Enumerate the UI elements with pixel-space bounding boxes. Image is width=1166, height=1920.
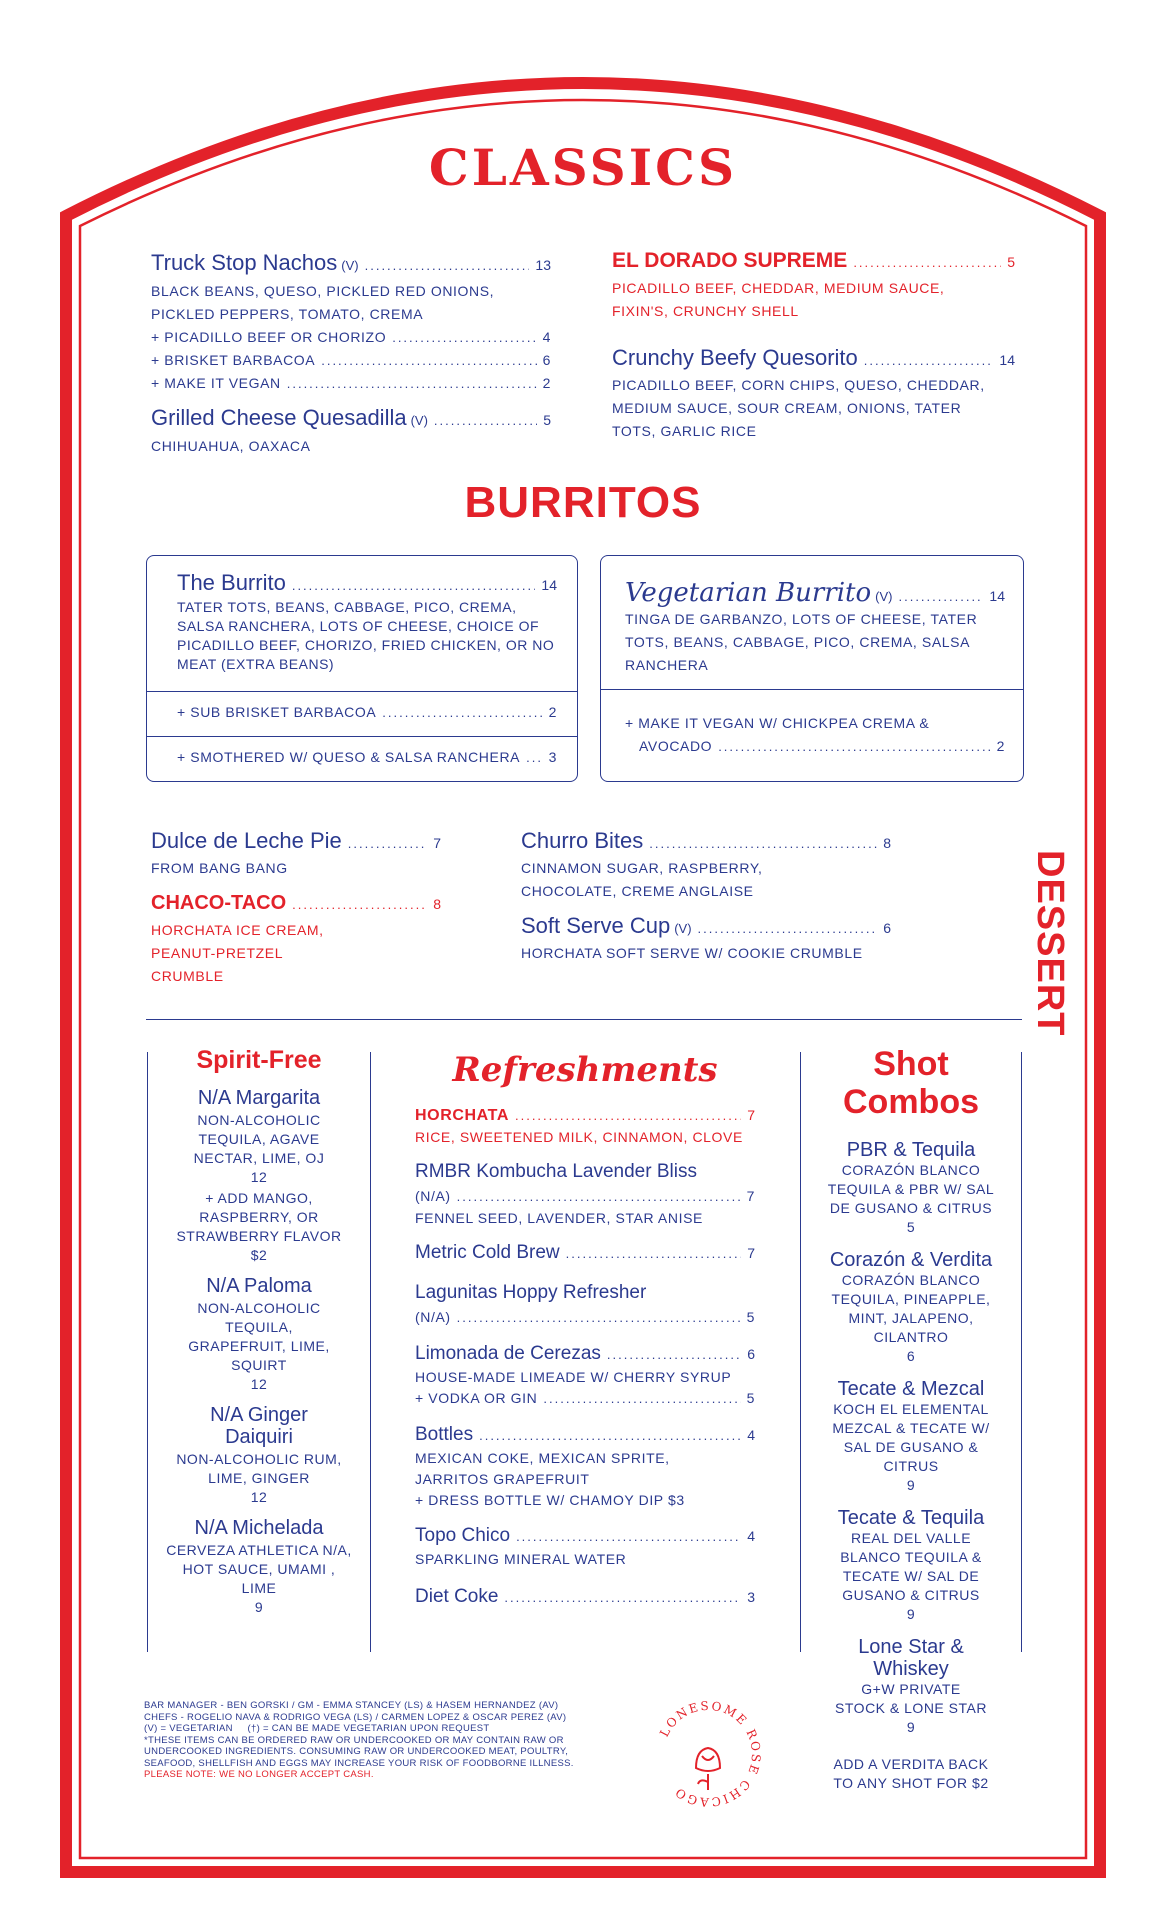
nachos-addon-2: + BRISKET BARBACOA ..... 6	[151, 349, 551, 372]
shot-combos-column	[815, 1045, 1007, 1793]
limonada: Limonada de Cerezas ..... 6 HOUSE-MADE LIMEADE W/ CHERRY SYRUP + VODKA OR GIN ..... 5	[415, 1341, 755, 1410]
nachos-desc: BLACK BEANS, QUESO, PICKLED RED ONIONS, PICKLED PEPPERS, TOMATO, CREMA	[151, 283, 495, 322]
classics-left-column	[151, 250, 551, 458]
the-burrito-name: The Burrito	[177, 570, 286, 595]
diet-coke: Diet Coke ..... 3	[415, 1584, 755, 1610]
dessert-title: DESSERT	[1029, 850, 1071, 1037]
veg-burrito-name: Vegetarian Burrito	[625, 578, 872, 608]
shot-combo-pbr: PBR & Tequila CORAZÓN BLANCO TEQUILA & PBR W/ SAL DE GUSANO & CITRUS 5	[827, 1139, 995, 1235]
churro-name: Churro Bites	[521, 828, 644, 853]
veg-burrito-tag: (V)	[875, 589, 893, 604]
the-burrito-price: 14	[541, 577, 557, 593]
shot-combo-tecate-mezcal: Tecate & Mezcal KOCH EL ELEMENTAL MEZCAL & TECATE W/ SAL DE GUSANO & CITRUS 9	[832, 1378, 990, 1493]
softserve-tag: (V)	[674, 921, 692, 936]
lagunitas: Lagunitas Hoppy Refresher (N/A) ..... 5	[415, 1280, 755, 1329]
na-michelada: N/A Michelada CERVEZA ATHLETICA N/A, HOT SAUCE, UMAMI , LIME 9	[166, 1517, 352, 1615]
column-line-1	[147, 1052, 148, 1652]
nachos-name: Truck Stop Nachos	[151, 250, 338, 275]
footer-fine-print: BAR MANAGER - BEN GORSKI / GM - EMMA STANCEY (LS) & HASEM HERNANDEZ (AV) CHEFS - ROGELIO NAVA & RODRIGO VEGA (LS) / CARMEN LOPEZ & OSCAR PEREZ (AV) (V) = VEGETARIAN (†) = CAN BE MADE VEGETARIAN UPON REQUEST *THESE ITEMS CAN BE ORDERED RAW OR UNDERCOOKED OR MAY CONTAIN RAW OR UNDERCOOKED INGREDIENTS. CONSUMING RAW OR UNDERCOOKED MEAT, POULTRY, SEAFOOD, SHELLFISH AND EGGS MAY INCREASE YOUR RISK OF FOODBORNE ILLNESS. PLEASE NOTE: WE NO LONGER ACCEPT CASH.	[144, 1700, 584, 1781]
spirit-free-column	[160, 1046, 358, 1617]
topo-chico: Topo Chico ..... 4 SPARKLING MINERAL WATER	[415, 1523, 755, 1570]
dessert-left-column	[151, 828, 441, 988]
kombucha: RMBR Kombucha Lavender Bliss (N/A) ..... 7 FENNEL SEED, LAVENDER, STAR ANISE	[415, 1159, 755, 1228]
quesorito-desc: PICADILLO BEEF, CORN CHIPS, QUESO, CHEDDAR, MEDIUM SAUCE, SOUR CREAM, ONIONS, TATER TOTS, GARLIC RICE	[612, 377, 985, 439]
horchata: HORCHATA ..... 7 RICE, SWEETENED MILK, CINNAMON, CLOVE	[415, 1104, 755, 1147]
lonesome-rose-logo	[652, 1698, 764, 1810]
eldorado-desc: PICADILLO BEEF, CHEDDAR, MEDIUM SAUCE, FIXIN'S, CRUNCHY SHELL	[612, 280, 945, 319]
pie-price: 7	[433, 835, 441, 851]
softserve-row	[521, 913, 891, 939]
softserve-name: Soft Serve Cup	[521, 913, 671, 938]
section-divider	[146, 1019, 1022, 1020]
nachos-row	[151, 250, 551, 276]
nachos-addon-1: + PICADILLO BEEF OR CHORIZO ..... 4	[151, 326, 551, 349]
chacotaco-row	[151, 890, 441, 916]
pie-name: Dulce de Leche Pie	[151, 828, 342, 853]
chacotaco-name: CHACO-TACO	[151, 892, 287, 914]
dessert-right-column	[521, 828, 891, 965]
chacotaco-desc: HORCHATA ICE CREAM, PEANUT-PRETZEL CRUMBLE	[151, 922, 324, 984]
quesadilla-tag: (V)	[410, 413, 428, 428]
churro-row	[521, 828, 891, 854]
shot-combo-tecate-tequila: Tecate & Tequila REAL DEL VALLE BLANCO TEQUILA & TECATE W/ SAL DE GUSANO & CITRUS 9	[837, 1507, 985, 1622]
quesorito-price: 14	[999, 352, 1015, 368]
veg-burrito-addon: + MAKE IT VEGAN W/ CHICKPEA CREMA & AVOCADO ..... 2	[625, 712, 1005, 758]
column-line-2	[370, 1052, 371, 1652]
quesadilla-name: Grilled Cheese Quesadilla	[151, 405, 407, 430]
eldorado-name: EL DORADO SUPREME	[612, 249, 848, 272]
quesadilla-price: 5	[543, 412, 551, 428]
na-ginger-daiquiri: N/A Ginger Daiquiri NON-ALCOHOLIC RUM, LIME, GINGER 12	[176, 1404, 342, 1505]
veg-burrito-desc: TINGA DE GARBANZO, LOTS OF CHEESE, TATER TOTS, BEANS, CABBAGE, PICO, CREMA, SALSA RANCHERA	[625, 611, 978, 673]
refreshments-title: Refreshments	[452, 1050, 718, 1090]
nachos-price: 13	[535, 257, 551, 273]
quesorito-row	[612, 345, 1015, 371]
softserve-price: 6	[883, 920, 891, 936]
rose-icon	[696, 1748, 720, 1790]
nachos-addon-3: + MAKE IT VEGAN ..... 2	[151, 372, 551, 395]
spirit-free-title: Spirit-Free	[196, 1046, 322, 1074]
shot-combo-corazon: Corazón & Verdita CORAZÓN BLANCO TEQUILA, PINEAPPLE, MINT, JALAPENO, CILANTRO 6	[829, 1249, 993, 1364]
veg-burrito-row	[625, 580, 1005, 606]
shot-combo-note: ADD A VERDITA BACK TO ANY SHOT FOR $2	[833, 1756, 989, 1791]
burrito-addon-barbacoa: + SUB BRISKET BARBACOA ..... 2	[177, 701, 557, 724]
churro-price: 8	[883, 835, 891, 851]
burrito-addon-smothered: + SMOTHERED W/ QUESO & SALSA RANCHERA ..... 3	[177, 746, 557, 769]
na-margarita: N/A Margarita NON-ALCOHOLIC TEQUILA, AGAVE NECTAR, LIME, OJ 12 + ADD MANGO, RASPBERRY, OR STRAWBERRY FLAVOR $2	[176, 1087, 342, 1263]
svg-text:LONESOME ROSE CHICAGO: LONESOME ROSE CHICAGO	[657, 1698, 764, 1810]
quesorito-name: Crunchy Beefy Quesorito	[612, 345, 858, 370]
the-burrito-row	[177, 570, 557, 596]
pie-row	[151, 828, 441, 854]
chacotaco-price: 8	[433, 896, 441, 912]
eldorado-row	[612, 248, 1015, 274]
the-burrito-desc: TATER TOTS, BEANS, CABBAGE, PICO, CREMA, SALSA RANCHERA, LOTS OF CHEESE, CHOICE OF PICADILLO BEEF, CHORIZO, FRIED CHICKEN, OR NO MEAT (EXTRA BEANS)	[177, 599, 555, 672]
quesadilla-desc: CHIHUAHUA, OAXACA	[151, 438, 311, 454]
veg-burrito-price: 14	[989, 588, 1005, 604]
burritos-title: BURRITOS	[464, 478, 702, 527]
eldorado-price: 5	[1007, 254, 1015, 270]
pie-desc: FROM BANG BANG	[151, 860, 288, 876]
nachos-tag: (V)	[341, 258, 359, 273]
softserve-desc: HORCHATA SOFT SERVE W/ COOKIE CRUMBLE	[521, 945, 863, 961]
no-cash-notice: PLEASE NOTE: WE NO LONGER ACCEPT CASH.	[144, 1769, 374, 1780]
churro-desc: CINNAMON SUGAR, RASPBERRY, CHOCOLATE, CREME ANGLAISE	[521, 860, 763, 899]
cold-brew: Metric Cold Brew ..... 7	[415, 1240, 755, 1266]
shot-combo-lone-star: Lone Star & Whiskey G+W PRIVATE STOCK & LONE STAR 9	[835, 1636, 987, 1735]
bottles: Bottles ..... 4 MEXICAN COKE, MEXICAN SPRITE, JARRITOS GRAPEFRUIT + DRESS BOTTLE W/ CHAMOY DIP $3	[415, 1422, 755, 1511]
quesadilla-row	[151, 405, 551, 431]
refreshments-column	[415, 1050, 755, 1610]
column-line-3	[800, 1052, 801, 1652]
shot-combos-title: Shot Combos	[843, 1045, 979, 1121]
na-paloma: N/A Paloma NON-ALCOHOLIC TEQUILA, GRAPEFRUIT, LIME, SQUIRT 12	[188, 1275, 330, 1392]
the-burrito-box	[146, 555, 578, 782]
column-line-4	[1021, 1052, 1022, 1652]
classics-title: CLASSICS	[428, 138, 738, 197]
veg-burrito-box	[600, 555, 1024, 782]
classics-right-column	[612, 248, 1015, 443]
